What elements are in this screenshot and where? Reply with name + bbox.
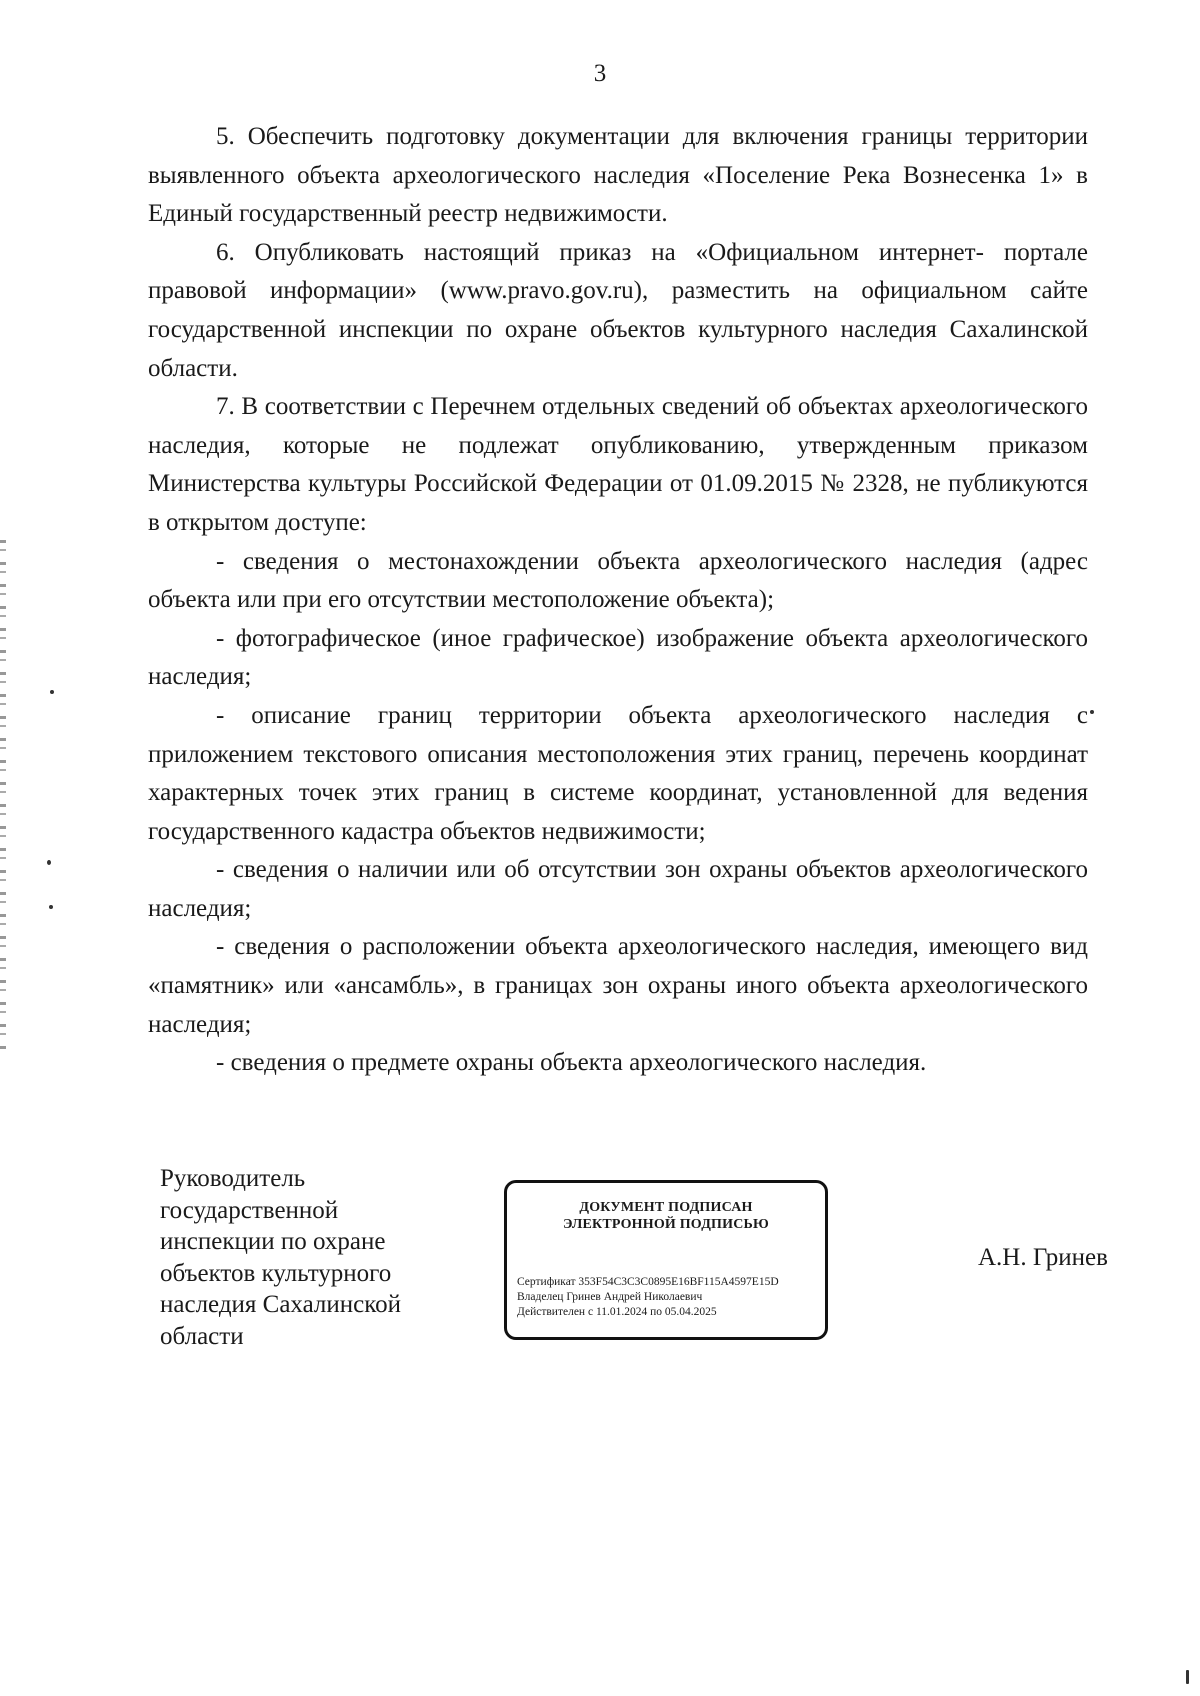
list-item-monument-location: - сведения о расположении объекта археологического наследия, имеющего вид «памятник» или «ансамбль», в границах зон охраны иного объекта археологического наследия; <box>148 933 1088 1038</box>
paragraph-item-5: 5. Обеспечить подготовку документации для включения границы территории выявленного объекта археологического наследия «Поселение Река Вознесенка 1» в Единый государственный реестр недвижимости. <box>148 123 1088 228</box>
signer-position-line: области <box>160 1322 244 1350</box>
list-item-protection-zones: - сведения о наличии или об отсутствии зон охраны объектов археологического наследия; <box>148 856 1088 922</box>
signer-position-line: государственной <box>160 1196 339 1224</box>
paragraph-item-6: 6. Опубликовать настоящий приказ на «Официальном интернет- портале правовой информации» (www.pravo.gov.ru), разместить на официальном сайте государственной инспекции по охране объектов культурного наследия Сахалинской области. <box>148 238 1088 382</box>
list-item-protection-subject: - сведения о предмете охраны объекта археологического наследия. <box>216 1049 927 1077</box>
scan-speck <box>49 905 53 909</box>
scan-speck <box>47 860 51 865</box>
signer-position-line: объектов культурного <box>160 1259 392 1287</box>
list-item-photo: - фотографическое (иное графическое) изображение объекта археологического наследия; <box>148 624 1088 691</box>
scan-edge-artifact <box>0 540 6 1050</box>
signer-position-line: Руководитель <box>160 1165 306 1192</box>
electronic-signature-stamp <box>504 1180 828 1340</box>
paragraph-item-7: 7. В соответствии с Перечнем отдельных сведений об объектах археологического наследия, которые не подлежат опубликованию, утвержденным приказом Министерства культуры Российской Федерации от 01.09.2015 № 2328, не публикуются в открытом доступе: <box>148 393 1088 536</box>
signer-position-line: наследия Сахалинской <box>160 1291 402 1318</box>
scan-speck <box>1090 710 1094 714</box>
list-item-boundaries: - описание границ территории объекта археологического наследия с приложением текстового описания местоположения этих границ, перечень координат характерных точек этих границ в системе координат, установленной для ведения государственного кадастра объектов недвижимости; <box>148 701 1088 845</box>
list-item-location: - сведения о местонахождении объекта археологического наследия (адрес объекта или при его отсутствии местоположение объекта); <box>148 547 1088 614</box>
stamp-heading <box>507 1199 825 1233</box>
stamp-owner: Владелец Гринев Андрей Николаевич <box>517 1291 703 1303</box>
stamp-heading-line: ДОКУМЕНТ ПОДПИСАН <box>579 1200 753 1215</box>
stamp-details <box>517 1275 821 1320</box>
scan-speck <box>50 690 54 694</box>
scan-speck <box>1186 1670 1189 1684</box>
signer-position-line: инспекции по охране <box>160 1228 386 1255</box>
stamp-validity: Действителен с 11.01.2024 по 05.04.2025 <box>517 1306 717 1318</box>
stamp-certificate: Сертификат 353F54C3C3C0895E16BF115A4597E15D <box>517 1276 779 1288</box>
signer-position <box>160 1163 460 1352</box>
signer-name: А.Н. Гринев <box>978 1244 1108 1271</box>
document-body <box>148 118 1088 1083</box>
stamp-heading-line: ЭЛЕКТРОННОЙ ПОДПИСЬЮ <box>563 1217 769 1232</box>
page-number: 3 <box>593 60 607 87</box>
